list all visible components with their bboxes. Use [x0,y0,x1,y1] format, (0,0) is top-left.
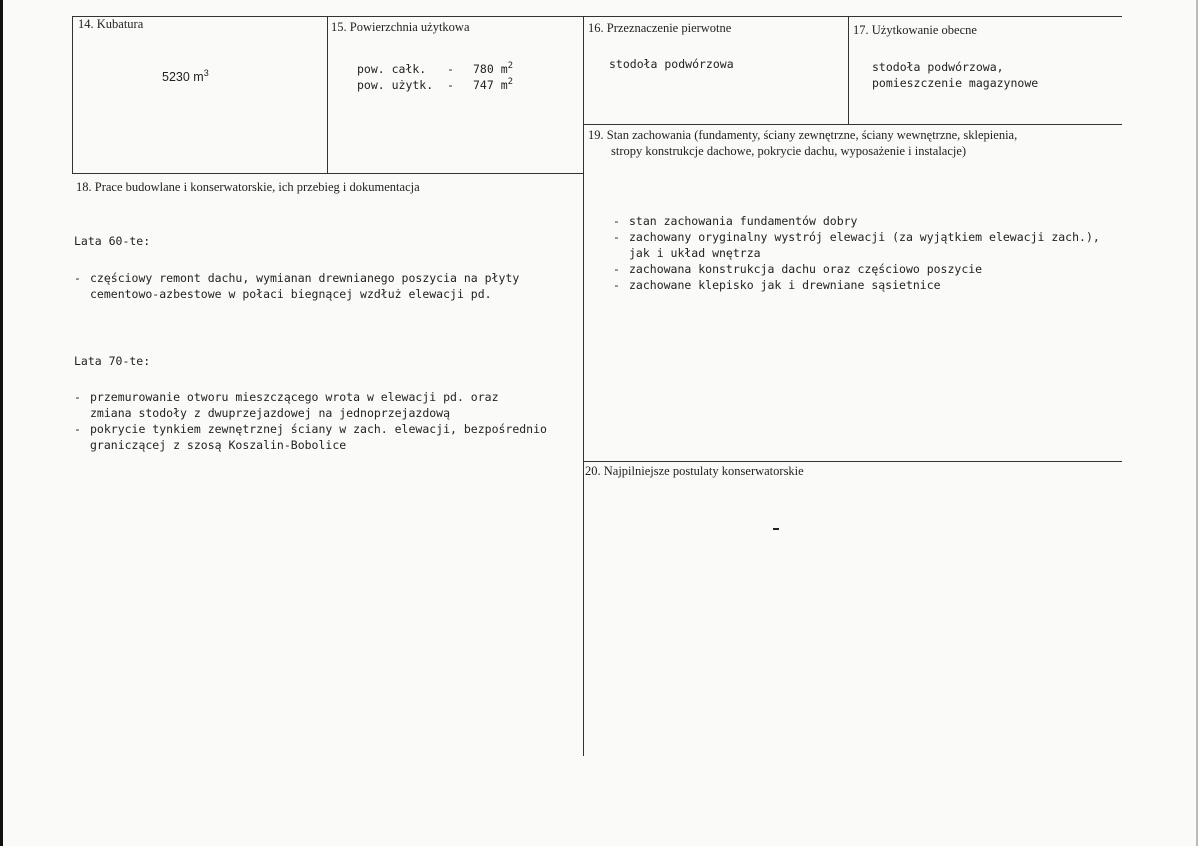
list-item-text: zachowana konstrukcja dachu oraz częściowo poszycie [629,262,983,276]
area-usable-sep: - [447,78,454,92]
condition-item [613,229,1113,261]
area-usable-number: 747 m [473,78,508,92]
period-70s-item [74,421,574,453]
area-total-name: pow. całk. [357,62,427,76]
condition-item [613,261,1113,277]
area-total-sep: - [447,62,454,76]
section-20-label: 20. Najpilniejsze postulaty konserwatorskie [585,464,804,478]
divider-16-17 [848,16,849,124]
list-item-text: przemurowanie otworu mieszczącego wrota w elewacji pd. oraz zmiana stodoły z dwuprzejazdowej na jednoprzejazdową [90,390,499,420]
current-use-line2: pomieszczenie magazynowe [872,76,1039,90]
area-usable-value [473,77,513,93]
left-rule [72,16,73,173]
list-bullet: - [613,230,620,244]
area-total-value [473,61,513,77]
list-item-text: zachowany oryginalny wystrój elewacji (za wyjątkiem elewacji zach.), jak i układ wnętrza [629,230,1100,260]
section-17-label: 17. Użytkowanie obecne [853,23,977,37]
kubatura-value [162,67,209,85]
list-item-text: częściowy remont dachu, wymianan drewnianego poszycia na płyty cementowo-azbestowe w połaci biegnącej wzdłuż elewacji pd. [90,271,520,301]
list-bullet: - [613,214,620,228]
section-18-label: 18. Prace budowlane i konserwatorskie, ich przebieg i dokumentacja [76,180,420,194]
list-item-text: zachowane klepisko jak i drewniane sąsietnice [629,278,941,292]
top-rule [72,16,1122,17]
section-15-label: 15. Powierzchnia użytkowa [331,20,470,34]
divider-14-15 [327,16,328,173]
period-60s-heading: Lata 60-te: [74,234,151,248]
divider-15-16 [583,16,584,756]
list-bullet: - [613,278,620,292]
area-usable-name: pow. użytk. [357,78,434,92]
rule-above-20 [583,461,1122,462]
rule-under-14-15 [72,173,583,174]
kubatura-exponent: 3 [203,67,209,78]
list-item-text: pokrycie tynkiem zewnętrznej ściany w zach. elewacji, bezpośrednio graniczącej z szosą Koszalin-Bobolice [90,422,547,452]
period-70s-list [74,389,574,453]
section-16-label: 16. Przeznaczenie pierwotne [588,21,732,35]
current-use-line1: stodoła podwórzowa, [872,60,1004,74]
section-19-label-line2: stropy konstrukcje dachowe, pokrycie dachu, wyposażenie i instalacje) [611,144,967,158]
period-60s-item [74,270,574,302]
condition-item [613,277,1113,293]
area-total-number: 780 m [473,62,508,76]
list-item-text: stan zachowania fundamentów dobry [629,214,858,228]
period-70s-heading: Lata 70-te: [74,354,151,368]
section-14-label: 14. Kubatura [78,17,144,31]
list-bullet: - [74,422,81,436]
rule-under-16-17 [583,124,1122,125]
kubatura-number: 5230 m [162,70,204,84]
area-total-exponent: 2 [507,61,514,72]
period-60s-list [74,270,574,302]
period-70s-item [74,389,574,421]
original-purpose-value: stodoła podwórzowa [609,57,734,71]
condition-item [613,213,1113,229]
section-19-label-line1: 19. Stan zachowania (fundamenty, ściany zewnętrzne, ściany wewnętrzne, sklepienia, [588,128,1018,142]
list-bullet: - [74,390,81,404]
empty-value-dash [773,528,779,530]
area-usable-exponent: 2 [507,77,514,88]
list-bullet: - [613,262,620,276]
condition-list [613,213,1113,293]
list-bullet: - [74,271,81,285]
